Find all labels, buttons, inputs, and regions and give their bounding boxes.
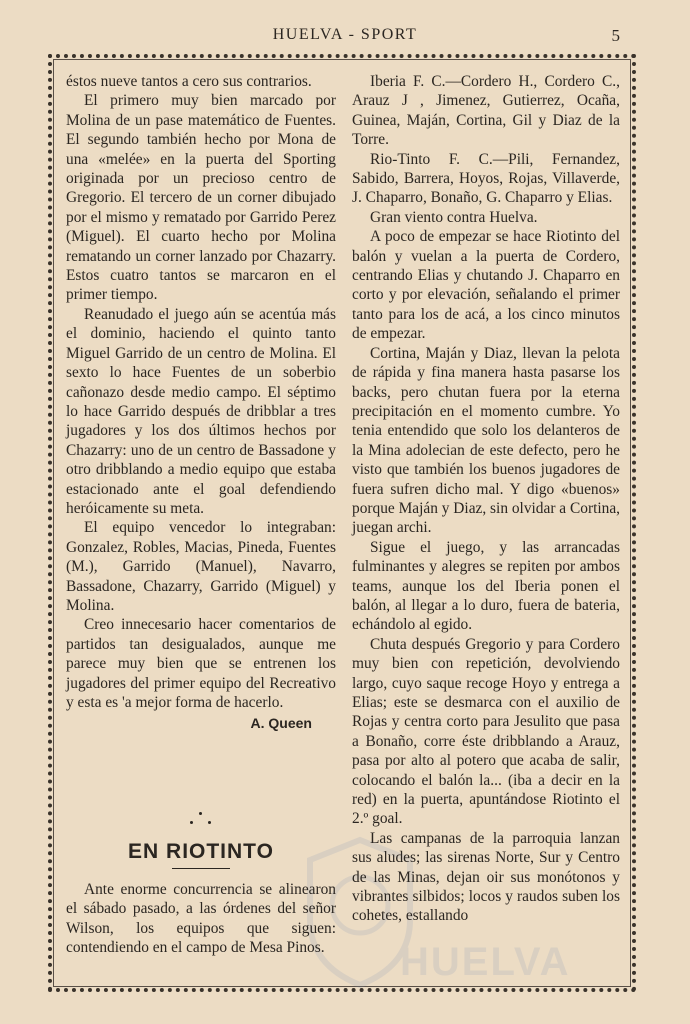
article-paragraph: Sigue el juego, y las arrancadas fulminantes y alegres se repiten por ambos teams, aunque los del Iberia ponen el balón, al llegar a lo duro, fuera de bateria, echándolo al egido.	[352, 538, 620, 634]
article-paragraph: Gran viento contra Huelva.	[370, 208, 538, 226]
section-intro: Ante enorme concurrencia se alinearon el sábado pasado, a las órdenes del señor Wilson, los equipos que siguen: contendiendo en el campo de Mesa Pinos.	[66, 881, 336, 957]
article-paragraph: El equipo vencedor lo integraban: Gonzalez, Robles, Macias, Pineda, Fuentes (M.), Garrido (Manuel), Navarro, Bassadone, Chazarry, Garrido (Miguel) y Molina.	[66, 519, 336, 614]
article-paragraph: Iberia F. C.—Cordero H., Cordero C., Arauz J , Jimenez, Gutierrez, Ocaña, Guinea, Maján, Cortina, Gil y Diaz de la Torre.	[352, 73, 620, 149]
watermark-text: HUELVA	[400, 940, 571, 984]
section-heading: EN RIOTINTO	[128, 840, 274, 863]
section-intro-column	[66, 880, 336, 958]
article-paragraph: Rio-Tinto F. C.—Pili, Fernandez, Sabido, Barrera, Hoyos, Rojas, Villaverde, J. Chaparro, Bonaño, G. Chaparro y Elias.	[352, 150, 620, 207]
page-title: HUELVA - SPORT	[272, 26, 418, 43]
article-paragraph: Reanudado el juego aún se acentúa más el dominio, haciendo el quinto tanto Miguel Garrido de un centro de Molina. El sexto lo hace Fuentes de un soberbio cañonazo desde medio campo. El séptimo lo hace Garrido después de dribblar a tres jugadores y los dos últimos hechos por Chazarry: uno de un centro de Bassadone y otro dribblando a medio equipo que estaba estacionado ante el goal defendiendo heróicamente su meta.	[66, 305, 336, 517]
article-paragraph: Chuta después Gregorio y para Cordero muy bien con repetición, devolviendo largo, cuyo saque recoge Hoyo y entrega a Elias; este se desmarca con el auxilio de Rojas y centra corto para Jesulito que pasa a Bonaño, corre éste dribblando a Arauz, pasa por alto al potero que acaba de salir, colocando el balón la... (iba a decir en la red) en la puerta, apuntándose Riotinto el 2.º goal.	[352, 635, 620, 828]
article-paragraph: A poco de empezar se hace Riotinto del balón y vuelan a la puerta de Cordero, centrando Elias y chutando J. Chaparro en corto y por elevación, señalando el primer tanto para los de acá, a los cinco minutos de empezar.	[352, 228, 620, 343]
right-column	[352, 72, 620, 926]
article-paragraph: Creo innecesario hacer comentarios de partidos tan desigualados, aunque me parece muy bien que se entrenen los jugadores del primer equipo del Recreativo y esta es 'a mejor forma de hacerlo.	[66, 616, 336, 711]
article-paragraph: éstos nueve tantos a cero sus contrarios.	[66, 73, 312, 90]
page-number: 5	[611, 26, 620, 45]
heading-rule	[172, 868, 230, 869]
author-signature: A. Queen	[250, 715, 312, 732]
page-header	[0, 26, 690, 48]
article-paragraph: Cortina, Maján y Diaz, llevan la pelota de rápida y fina manera hasta pasarse los backs, pero chutan fuera por la eterna precipitación en el momento cumbre. Yo tenia entendido que solo los delanteros de la Mina adolecian de este defecto, pero he visto que también los buenos jugadores de fuera sufren dicho mal. Y digo «buenos» porque Maján y Diaz, sin olvidar a Cortina, juegan archi.	[352, 344, 620, 537]
article-paragraph: Las campanas de la parroquia lanzan sus aludes; las sirenas Norte, Sur y Centro de las Minas, dejan oir sus monótonos y vibrantes silbidos; locos y raudos suben los cohetes, estallando	[352, 829, 620, 925]
section-separator	[186, 812, 216, 826]
left-column	[66, 72, 336, 734]
article-paragraph: El primero muy bien marcado por Molina de un pase matemático de Fuentes. El segundo también hecho por Mona de una «melée» en la puerta del Sporting originada por un precioso centro de Gregorio. El tercero de un corner dibujado por el mismo y rematado por Garrido Perez (Miguel). El cuarto hecho por Molina rematando un corner lanzado por Chazarry. Estos cuatro tantos se marcaron en el primer tiempo.	[66, 92, 336, 304]
